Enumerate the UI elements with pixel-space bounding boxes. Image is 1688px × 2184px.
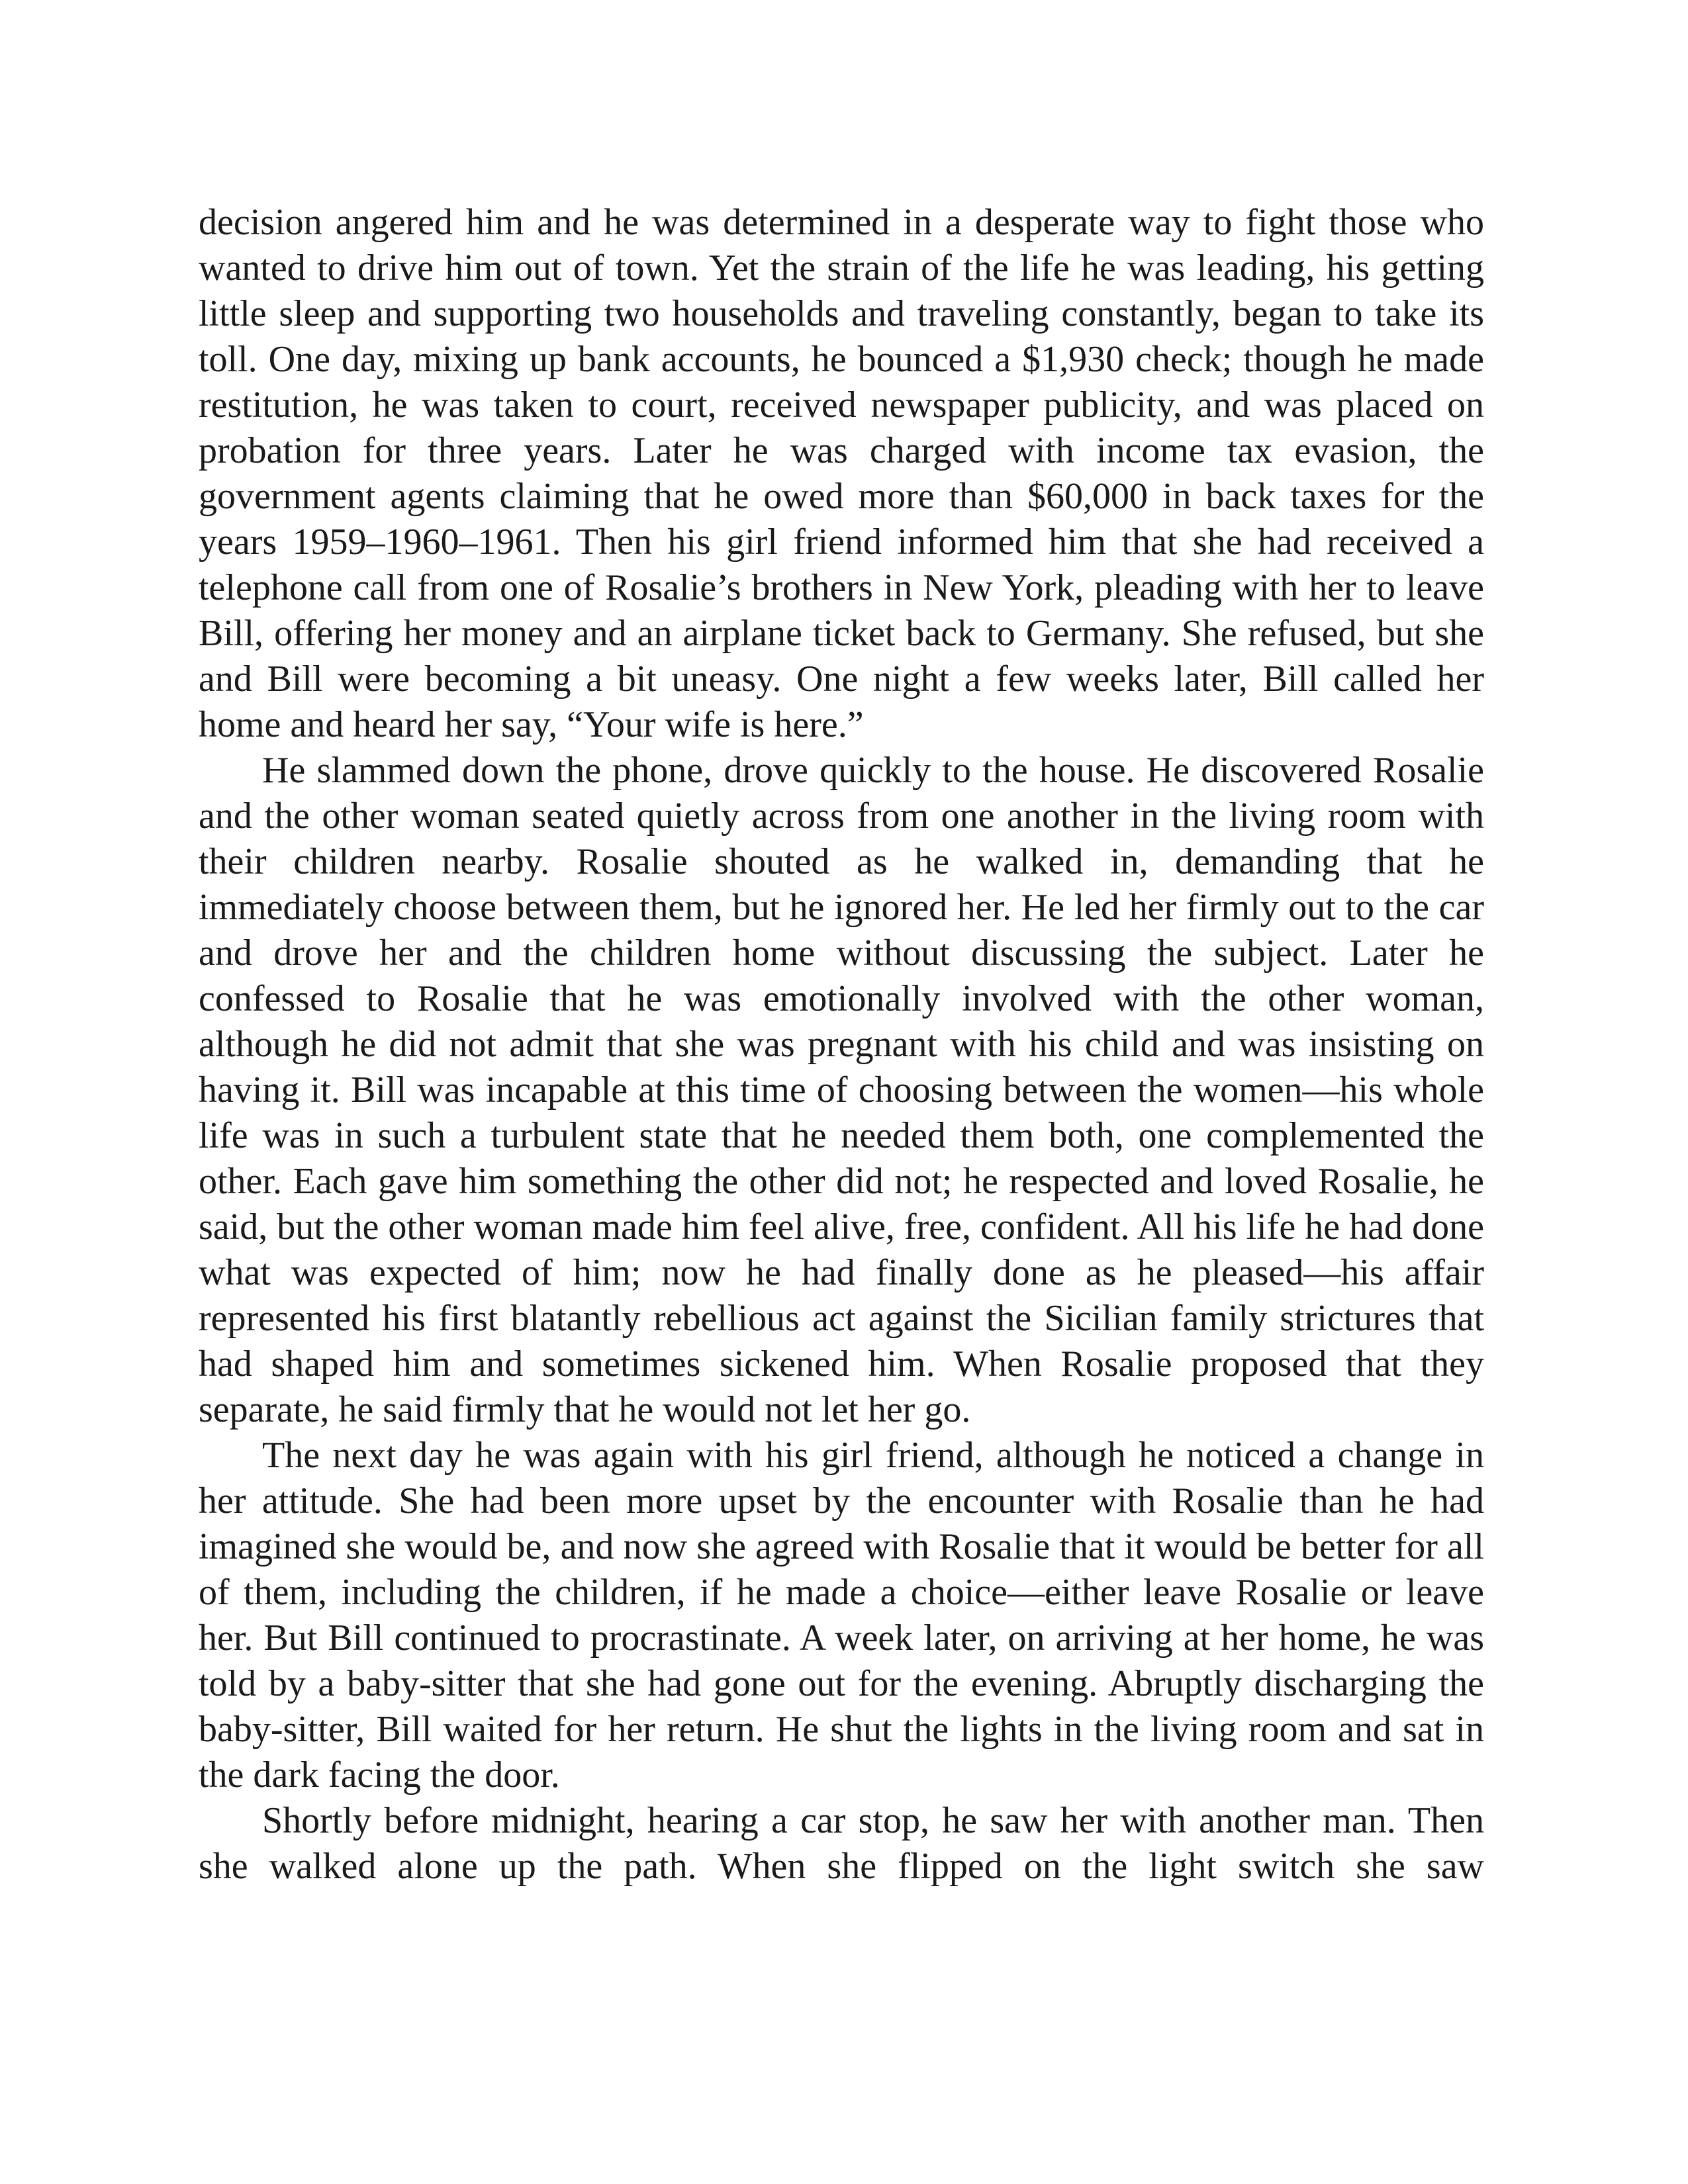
- paragraph-4: Shortly before midnight, hearing a car stop, he saw her with another man. Then she walked alone up the path. When she flipped on the light switch she saw: [199, 1800, 1484, 1887]
- paragraph-3: The next day he was again with his girl friend, although he noticed a change in her attitude. She had been more upset by the encounter with Rosalie than he had imagined she would be, and now she agreed with Rosalie that it would be better for all of them, including the children, if he made a choice—either leave Rosalie or leave her. But Bill continued to procrastinate. A week later, on arriving at her home, he was told by a baby-sitter that she had gone out for the evening. Abruptly discharging the baby-sitter, Bill waited for her return. He shut the lights in the living room and sat in the dark facing the door.: [199, 1435, 1484, 1796]
- paragraph-1: decision angered him and he was determined in a desperate way to fight those who wanted to drive him out of town. Yet the strain of the life he was leading, his getting little sleep and supporting two households and traveling constantly, began to take its toll. One day, mixing up bank accounts, he bounced a $1,930 check; though he made restitution, he was taken to court, received newspaper publicity, and was placed on probation for three years. Later he was charged with income tax evasion, the government agents claiming that he owed more than $60,000 in back taxes for the years 1959–1960–1961. Then his girl friend informed him that she had received a telephone call from one of Rosalie’s brothers in New York, pleading with her to leave Bill, offering her money and an airplane ticket back to Germany. She refused, but she and Bill were becoming a bit uneasy. One night a few weeks later, Bill called her home and heard her say, “Your wife is here.”: [199, 202, 1484, 745]
- paragraph-2: He slammed down the phone, drove quickly to the house. He discovered Rosalie and the other woman seated quietly across from one another in the living room with their children nearby. Rosalie shouted as he walked in, demanding that he immediately choose between them, but he ignored her. He led her firmly out to the car and drove her and the children home without discussing the subject. Later he confessed to Rosalie that he was emotionally involved with the other woman, although he did not admit that she was pregnant with his child and was insisting on having it. Bill was incapable at this time of choosing between the women—his whole life was in such a turbulent state that he needed them both, one complemented the other. Each gave him something the other did not; he respected and loved Rosalie, he said, but the other woman made him feel alive, free, confident. All his life he had done what was expected of him; now he had finally done as he pleased—his affair represented his first blatantly rebellious act against the Sicilian family strictures that had shaped him and sometimes sickened him. When Rosalie proposed that they separate, he said firmly that he would not let her go.: [199, 750, 1484, 1430]
- page-body: [199, 200, 1484, 1889]
